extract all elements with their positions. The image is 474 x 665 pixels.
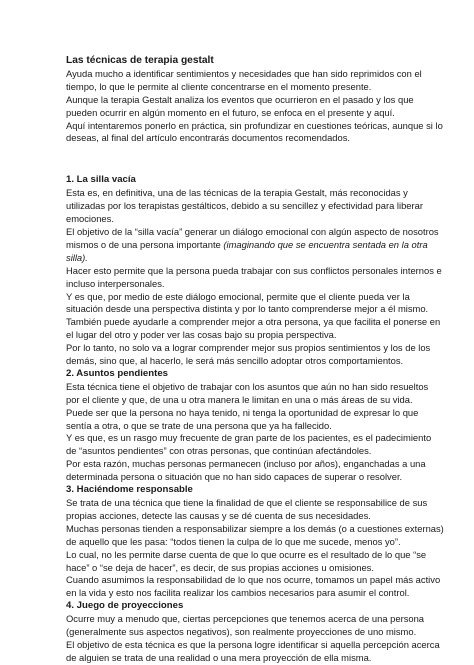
intro-paragraph-1: Ayuda mucho a identificar sentimientos y necesidades que han sido reprimidos con el tiempo, lo que le permite al cliente concentrarse en el momento presente. [66,67,422,92]
asuntos-paragraph-2: Puede ser que la persona no haya tenido, ni tenga la oportunidad de expresar lo que sentía a otra, o que se trate de una persona que ya ha fallecido. [66,406,419,431]
document-title: Las técnicas de terapia gestalt [66,55,214,66]
silla-vacia-paragraph-2-text: El objetivo de la “silla vacía” generar un diálogo emocional con algún aspecto de nosotros mismos o de una persona importante [66,225,439,250]
silla-vacia-paragraph-4: Y es que, por medio de este diálogo emocional, permite que el cliente pueda ver la situación desde una perspectiva distinta y por lo tanto comprenderse mejor a él mismo. [66,290,429,315]
responsable-paragraph-2: Muchas personas tienden a responsabilizar siempre a los demás (o a cuestiones externas) de aquello que les pasa: “todos tienen la culpa de lo que me sucede, menos yo”. [66,522,444,547]
section-heading-asuntos-pendientes: 2. Asuntos pendientes [66,367,168,379]
silla-vacia-paragraph-2-italic: (imaginando que se encuentra sentada en la otra silla). [66,238,428,263]
intro-paragraph-3: Aquí intentaremos ponerlo en práctica, sin profundizar en cuestiones teóricas, aunque si lo deseas, al final del artículo encontrarás documentos recomendados. [66,119,443,144]
responsable-paragraph-3: Lo cual, no les permite darse cuenta de que lo que ocurre es el resultado de lo que “se hace” o “se deja de hacer”, es decir, de sus propias acciones u omisiones. [66,548,427,573]
asuntos-paragraph-1: Esta técnica tiene el objetivo de trabajar con los asuntos que aún no han sido resueltos por el cliente y que, de una u otra manera le limitan en una o más áreas de su vida. [66,380,429,405]
section-heading-proyecciones: 4. Juego de proyecciones [66,600,184,612]
section-heading-silla-vacia: 1. La silla vacía [66,174,136,186]
silla-vacia-paragraph-2 [66,226,444,265]
section-gap [66,145,444,174]
proyecciones-paragraph-1: Ocurre muy a menudo que, ciertas percepciones que tenemos acerca de una persona (generalmente sus aspectos negativos), son realmente proyecciones de uno mismo. [66,613,425,638]
responsable-paragraph-4: Cuando asumimos la responsabilidad de lo que nos ocurre, tomamos un papel más activo en la vida y esto nos facilita realizar los cambios necesarios para asumir el control. [66,574,441,599]
asuntos-paragraph-3: Y es que, es un rasgo muy frecuente de gran parte de los pacientes, es el padecimiento de “asuntos pendientes” con otras personas, que continúan afectándoles. [66,432,432,457]
proyecciones-paragraph-2: El objetivo de esta técnica es que la persona logre identificar si aquella percepción acerca de alguien se trata de una realidad o una mera proyección de ella misma. [66,638,440,663]
responsable-paragraph-1: Se trata de una técnica que tiene la finalidad de que el cliente se responsabilice de sus propias acciones, detecte las causas y se dé cuenta de sus necesidades. [66,497,428,521]
silla-vacia-paragraph-1: Esta es, en definitiva, una de las técnicas de la terapia Gestalt, más reconocidas y utilizadas por los terapistas gestálticos, debido a su sencillez y efectividad para liberar emociones. [66,187,423,225]
silla-vacia-paragraph-5: También puede ayudarle a comprender mejor a otra persona, ya que facilita el ponerse en el lugar del otro y poder ver las cosas bajo su propia perspectiva. [66,316,441,341]
intro-paragraph-2: Aunque la terapia Gestalt analiza los eventos que ocurrieron en el pasado y los que pueden ocurrir en algún momento en el futuro, se enfoca en el presente y aquí. [66,93,414,118]
silla-vacia-paragraph-6: Por lo tanto, no solo va a lograr comprender mejor sus propios sentimientos y los de los demás, sino que, al hacerlo, le será más sencillo adoptar otros comportamientos. [66,342,431,367]
section-heading-responsable: 3. Haciéndome responsable [66,484,193,496]
asuntos-paragraph-4: Por esta razón, muchas personas permanecen (incluso por años), enganchadas a una determinada persona o situación que no han sido capaces de superar o resolver. [66,458,426,483]
silla-vacia-paragraph-3: Hacer esto permite que la persona pueda trabajar con sus conflictos personales internos e incluso interpersonales. [66,264,442,289]
